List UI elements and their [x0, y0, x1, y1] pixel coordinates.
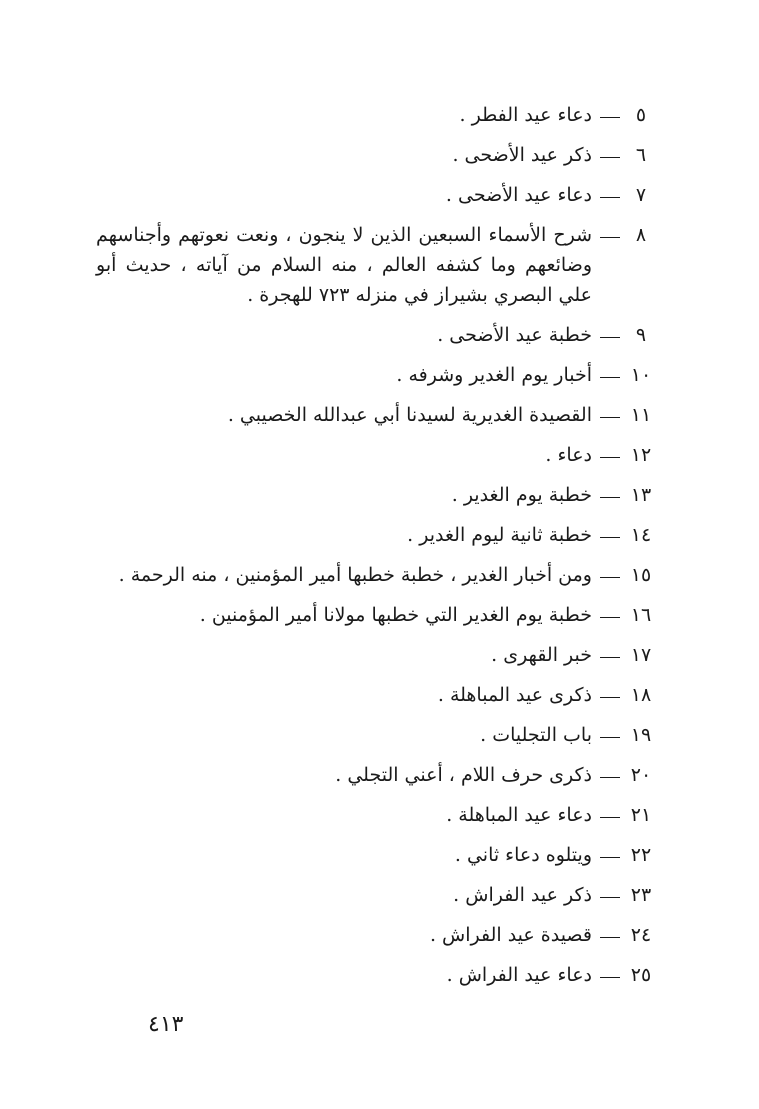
item-number: ٢١	[630, 804, 652, 826]
item-text: دعاء عيد الفراش .	[446, 964, 592, 986]
item-number: ٨	[635, 224, 647, 246]
list-item	[96, 220, 656, 310]
dash-separator	[600, 880, 620, 910]
item-number: ١٤	[630, 524, 652, 546]
item-text: أخبار يوم الغدير وشرفه .	[396, 364, 592, 386]
list-item	[96, 520, 656, 550]
list-item	[96, 140, 656, 170]
page-number: ٤١٣	[148, 1012, 184, 1037]
dash-separator	[600, 140, 620, 170]
list-item	[96, 640, 656, 670]
dash-separator	[600, 180, 620, 210]
list-item	[96, 440, 656, 470]
dash-separator	[600, 600, 620, 630]
item-text: ومن أخبار الغدير ، خطبة خطبها أمير المؤمنين ، منه الرحمة .	[118, 564, 592, 586]
list-item	[96, 920, 656, 950]
item-number: ٢٢	[630, 844, 652, 866]
list-item	[96, 680, 656, 710]
list-item	[96, 600, 656, 630]
dash-separator	[600, 100, 620, 130]
item-text: دعاء عيد الأضحى .	[445, 184, 592, 206]
list-item	[96, 320, 656, 350]
item-text: ذكر عيد الفراش .	[453, 884, 592, 906]
item-number: ٢٣	[630, 884, 652, 906]
dash-separator	[600, 680, 620, 710]
item-text: ذكرى حرف اللام ، أعني التجلي .	[335, 764, 592, 786]
contents-list	[96, 100, 656, 990]
item-text: دعاء عيد المباهلة .	[446, 804, 592, 826]
item-text: ذكرى عيد المباهلة .	[437, 684, 592, 706]
list-item	[96, 880, 656, 910]
item-number: ١٢	[630, 444, 652, 466]
list-item	[96, 560, 656, 590]
list-item	[96, 480, 656, 510]
item-number: ٥	[635, 104, 647, 126]
dash-separator	[600, 960, 620, 990]
item-text: خطبة يوم الغدير التي خطبها مولانا أمير المؤمنين .	[199, 604, 592, 626]
list-item	[96, 840, 656, 870]
dash-separator	[600, 320, 620, 350]
list-item	[96, 800, 656, 830]
item-number: ١٥	[630, 564, 652, 586]
item-text: خطبة عيد الأضحى .	[437, 324, 592, 346]
list-item	[96, 400, 656, 430]
dash-separator	[600, 220, 620, 250]
dash-separator	[600, 720, 620, 750]
dash-separator	[600, 520, 620, 550]
dash-separator	[600, 920, 620, 950]
list-item	[96, 960, 656, 990]
item-number: ٢٤	[630, 924, 652, 946]
dash-separator	[600, 560, 620, 590]
dash-separator	[600, 480, 620, 510]
item-number: ١٩	[630, 724, 652, 746]
item-number: ١٠	[630, 364, 652, 386]
item-number: ٢٠	[630, 764, 652, 786]
list-item	[96, 720, 656, 750]
item-text: باب التجليات .	[480, 724, 592, 746]
item-number: ١٣	[630, 484, 652, 506]
dash-separator	[600, 440, 620, 470]
dash-separator	[600, 800, 620, 830]
dash-separator	[600, 360, 620, 390]
item-text: خبر القهرى .	[491, 644, 592, 666]
dash-separator	[600, 400, 620, 430]
dash-separator	[600, 840, 620, 870]
item-text: دعاء عيد الفطر .	[459, 104, 592, 126]
item-number: ٩	[635, 324, 647, 346]
item-number: ٦	[635, 144, 647, 166]
item-text: ويتلوه دعاء ثاني .	[454, 844, 592, 866]
item-text: قصيدة عيد الفراش .	[429, 924, 592, 946]
item-text: دعاء .	[545, 444, 592, 466]
item-text: القصيدة الغديرية لسيدنا أبي عبدالله الخصيبي .	[227, 404, 592, 426]
item-number: ١٨	[630, 684, 652, 706]
list-item	[96, 180, 656, 210]
dash-separator	[600, 640, 620, 670]
item-text: ذكر عيد الأضحى .	[452, 144, 592, 166]
list-item	[96, 100, 656, 130]
item-number: ١٧	[630, 644, 652, 666]
item-number: ٧	[635, 184, 647, 206]
item-number: ١٦	[630, 604, 652, 626]
item-number: ٢٥	[630, 964, 652, 986]
dash-separator	[600, 760, 620, 790]
item-number: ١١	[630, 404, 652, 426]
list-item	[96, 360, 656, 390]
item-text: شرح الأسماء السبعين الذين لا ينجون ، ونعت نعوتهم وأجناسهم وضائعهم وما كشفه العالم ، منه السلام من آياته ، حديث أبو علي البصري بشيراز في منزله ٧٢٣ للهجرة .	[96, 224, 592, 306]
item-text: خطبة ثانية ليوم الغدير .	[407, 524, 592, 546]
item-text: خطبة يوم الغدير .	[451, 484, 592, 506]
list-item	[96, 760, 656, 790]
